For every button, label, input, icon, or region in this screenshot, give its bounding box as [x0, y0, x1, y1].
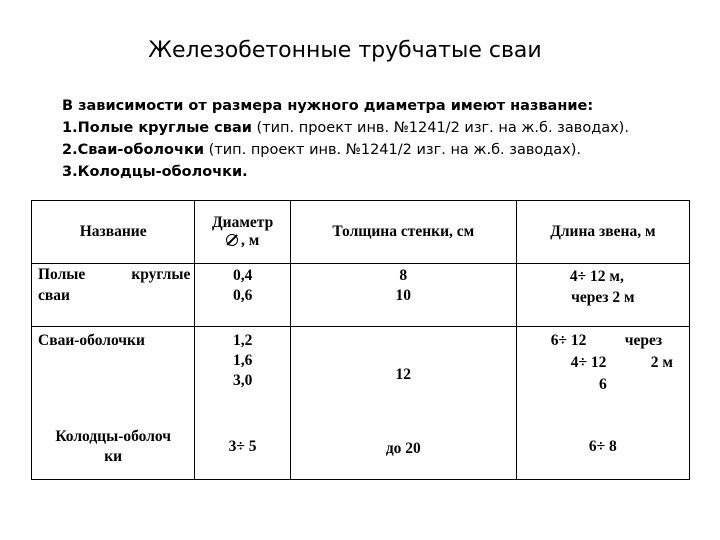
- diameter-value: 1,6: [232, 352, 253, 369]
- length-value: через: [624, 332, 663, 349]
- table-row: [32, 264, 690, 327]
- wall-value: до 20: [385, 440, 421, 457]
- intro-item-3: [62, 161, 629, 183]
- wall-value: 10: [395, 287, 412, 304]
- intro-item-detail: (тип. проект инв. №1241/2 изг. на ж.б. заводах).: [251, 120, 629, 136]
- header-diameter-unit: , м: [240, 232, 260, 249]
- wall-value: 12: [395, 366, 412, 383]
- page-title: Железобетонные трубчатые сваи: [148, 38, 542, 63]
- intro-item-number: 2.: [62, 142, 78, 158]
- cell-length: [516, 264, 689, 327]
- diameter-value: 3,0: [232, 372, 253, 389]
- cell-diameter: [195, 264, 291, 327]
- intro-item-name: Колодцы-оболочки.: [77, 164, 248, 180]
- diameter-value: 0,6: [232, 287, 253, 304]
- cell-name: [32, 327, 195, 480]
- wall-value: 8: [399, 267, 408, 284]
- intro-item-number: 3.: [62, 164, 78, 180]
- cell-diameter: [195, 327, 291, 480]
- header-segment-length: Длина звена, м: [516, 201, 689, 264]
- length-value: 4÷ 12 м,: [569, 268, 624, 285]
- header-name: Название: [32, 201, 195, 264]
- intro-lead: В зависимости от размера нужного диаметра имеют название:: [62, 98, 594, 114]
- intro-item-1: [62, 117, 629, 139]
- diameter-value: 3÷ 5: [228, 438, 257, 455]
- name-text: Колодцы-оболоч: [55, 428, 172, 445]
- cell-wall: [290, 327, 516, 480]
- header-wall-thickness: Толщина стенки, см: [290, 201, 516, 264]
- cell-length: [516, 327, 689, 480]
- intro-item-name: Полые круглые сваи: [77, 120, 252, 136]
- length-value: 6÷ 8: [588, 438, 617, 455]
- name-text: ки: [104, 448, 123, 465]
- diameter-value: 1,2: [232, 332, 253, 349]
- length-value: 6÷ 12: [550, 332, 587, 349]
- table-header-row: [32, 201, 690, 264]
- header-diameter-label: Диаметр: [212, 214, 274, 231]
- table-row: [32, 327, 690, 480]
- intro-item-number: 1.: [62, 120, 78, 136]
- length-value: 6: [598, 376, 607, 393]
- name-word: Полые: [38, 266, 86, 283]
- cell-name: [32, 264, 195, 327]
- diameter-value: 0,4: [232, 267, 253, 284]
- length-value: 2 м: [650, 354, 673, 371]
- piles-table: [31, 200, 690, 480]
- name-text: Сваи-оболочки: [38, 332, 145, 349]
- intro-item-name: Сваи-оболочки: [77, 142, 204, 158]
- diameter-symbol-icon: [226, 234, 238, 246]
- length-value: через 2 м: [571, 289, 635, 306]
- length-value: 4÷ 12: [570, 354, 607, 371]
- name-word: сваи: [38, 287, 70, 304]
- intro-item-2: [62, 139, 629, 161]
- intro-item-detail: (тип. проект инв. №1241/2 изг. на ж.б. заводах).: [203, 142, 582, 158]
- cell-wall: [290, 264, 516, 327]
- intro-text: [62, 95, 629, 183]
- header-diameter: [195, 201, 291, 264]
- name-word: круглые: [131, 266, 191, 283]
